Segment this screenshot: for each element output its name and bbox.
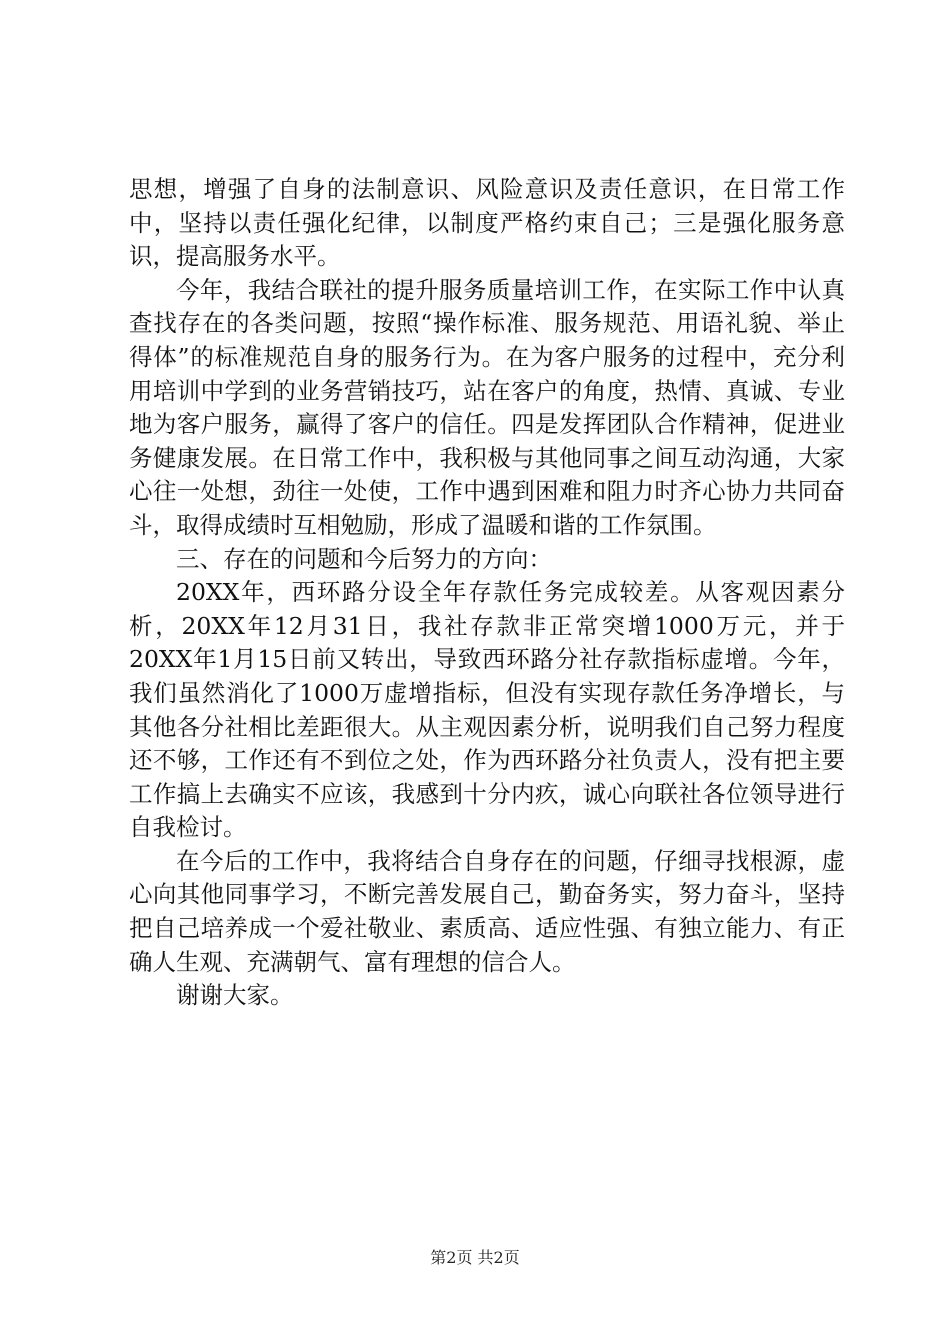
paragraph-continuation: 思想，增强了自身的法制意识、风险意识及责任意识，在日常工作中，坚持以责任强化纪律，以制度严格约束自己；三是强化服务意识，提高服务水平。 xyxy=(129,175,845,271)
paragraph-future-work: 在今后的工作中，我将结合自身存在的问题，仔细寻找根源，虚心向其他同事学习，不断完善发展自己，勤奋务实，努力奋斗，坚持把自己培养成一个爱社敬业、素质高、适应性强、有独立能力、有正确人生观、充满朝气、富有理想的信合人。 xyxy=(129,846,845,976)
paragraph-deposit-analysis: 20XX年，西环路分设全年存款任务完成较差。从客观因素分析，20XX年12月31日，我社存款非正常突增1000万元，并于20XX年1月15日前又转出，导致西环路分社存款指标虚增。今年，我们虽然消化了1000万虚增指标，但没有实现存款任务净增长，与其他各分社相比差距很大。从主观因素分析，说明我们自己努力程度还不够，工作还有不到位之处，作为西环路分社负责人，没有把主要工作搞上去确实不应该，我感到十分内疚，诚心向联社各位领导进行自我检讨。 xyxy=(129,578,845,842)
page-number-footer: 第2页 共2页 xyxy=(430,1248,520,1267)
paragraph-service-training: 今年，我结合联社的提升服务质量培训工作，在实际工作中认真查找存在的各类问题，按照“操作标准、服务规范、用语礼貌、举止得体”的标准规范自身的服务行为。在为客户服务的过程中，充分利用培训中学到的业务营销技巧，站在客户的角度，热情、真诚、专业地为客户服务，赢得了客户的信任。四是发挥团队合作精神，促进业务健康发展。在日常工作中，我积极与其他同事之间互动沟通，大家心往一处想，劲往一处使，工作中遇到困难和阻力时齐心协力共同奋斗，取得成绩时互相勉励，形成了温暖和谐的工作氛围。 xyxy=(129,275,845,539)
document-body xyxy=(129,173,845,1013)
section-heading-problems: 三、存在的问题和今后努力的方向： xyxy=(176,544,552,573)
paragraph-thanks: 谢谢大家。 xyxy=(176,981,294,1010)
